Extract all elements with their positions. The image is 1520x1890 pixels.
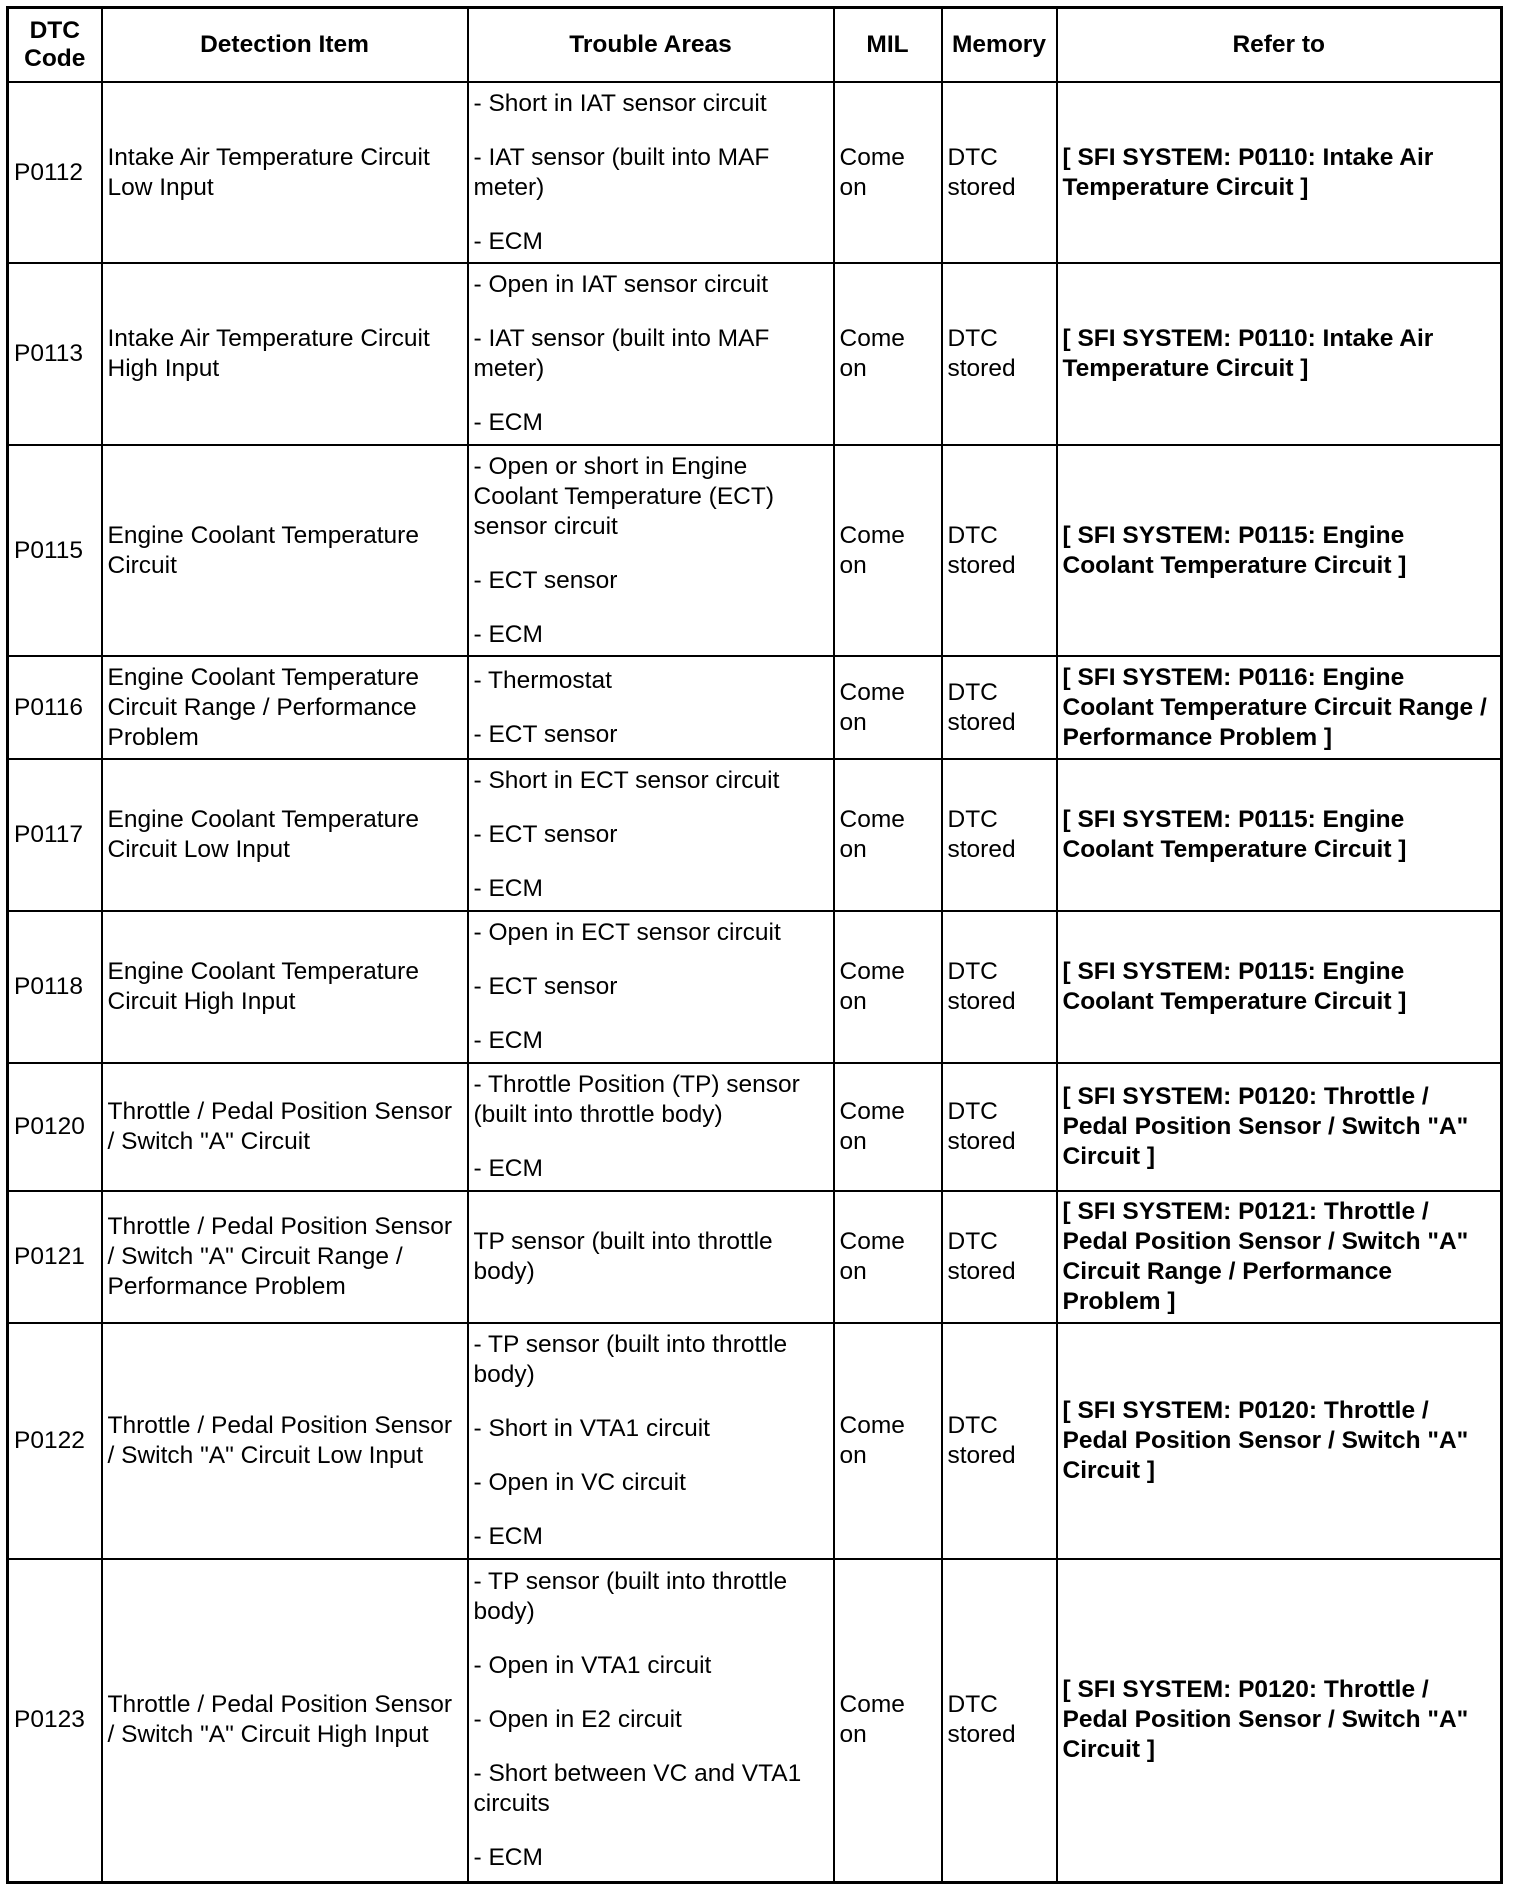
- memory-cell: DTC stored: [942, 82, 1057, 263]
- refer-to-cell: [ SFI SYSTEM: P0115: Engine Coolant Temperature Circuit ]: [1057, 445, 1502, 656]
- trouble-areas-list: [474, 666, 828, 750]
- table-row: [8, 1559, 1502, 1882]
- dtc-code-cell: P0113: [8, 263, 102, 445]
- mil-cell: Come on: [834, 263, 942, 445]
- trouble-area-item: - Open in VC circuit: [473, 1469, 686, 1496]
- trouble-area-item: - Open in ECT sensor circuit: [473, 919, 781, 946]
- header-mil: MIL: [834, 8, 942, 83]
- trouble-area-item: - ECT sensor: [473, 821, 618, 848]
- mil-cell: Come on: [834, 1063, 942, 1191]
- trouble-area-item: - TP sensor (built into throttle body): [473, 1331, 788, 1388]
- trouble-areas-cell: [468, 82, 834, 263]
- trouble-area-item: - ECT sensor: [473, 973, 618, 1000]
- memory-cell: DTC stored: [942, 1323, 1057, 1559]
- trouble-area-item: TP sensor (built into throttle body): [473, 1228, 773, 1285]
- trouble-area-item: - IAT sensor (built into MAF meter): [473, 143, 770, 201]
- refer-to-cell: [ SFI SYSTEM: P0110: Intake Air Temperature Circuit ]: [1057, 263, 1502, 445]
- trouble-area-item: - Open in E2 circuit: [473, 1706, 682, 1734]
- memory-cell: DTC stored: [942, 1559, 1057, 1882]
- detection-item-cell: Throttle / Pedal Position Sensor / Switch "A" Circuit: [102, 1063, 468, 1191]
- refer-to-cell: [ SFI SYSTEM: P0116: Engine Coolant Temperature Circuit Range / Performance Problem ]: [1057, 656, 1502, 759]
- mil-cell: Come on: [834, 1191, 942, 1323]
- memory-cell: DTC stored: [942, 759, 1057, 911]
- table-row: [8, 759, 1502, 911]
- dtc-code-cell: P0120: [8, 1063, 102, 1191]
- trouble-areas-cell: [468, 263, 834, 445]
- detection-item-cell: Intake Air Temperature Circuit Low Input: [102, 82, 468, 263]
- trouble-areas-cell: [468, 1559, 834, 1882]
- trouble-area-item: - Throttle Position (TP) sensor (built into throttle body): [473, 1071, 800, 1128]
- mil-cell: Come on: [834, 656, 942, 759]
- trouble-area-item: - Short in ECT sensor circuit: [473, 767, 780, 794]
- header-trouble-areas: Trouble Areas: [468, 8, 834, 83]
- table-row: [8, 1323, 1502, 1559]
- mil-cell: Come on: [834, 1559, 942, 1882]
- trouble-areas-list: [474, 1227, 828, 1287]
- detection-item-cell: Throttle / Pedal Position Sensor / Switch "A" Circuit Range / Performance Problem: [102, 1191, 468, 1323]
- refer-to-cell: [ SFI SYSTEM: P0120: Throttle / Pedal Position Sensor / Switch "A" Circuit ]: [1057, 1323, 1502, 1559]
- trouble-area-item: - ECM: [473, 409, 543, 436]
- detection-item-cell: Throttle / Pedal Position Sensor / Switch "A" Circuit Low Input: [102, 1323, 468, 1559]
- memory-cell: DTC stored: [942, 656, 1057, 759]
- memory-cell: DTC stored: [942, 445, 1057, 656]
- trouble-area-item: - ECM: [473, 620, 543, 648]
- dtc-code-cell: P0115: [8, 445, 102, 656]
- trouble-area-item: - ECM: [473, 1027, 543, 1054]
- refer-to-cell: [ SFI SYSTEM: P0120: Throttle / Pedal Position Sensor / Switch "A" Circuit ]: [1057, 1063, 1502, 1191]
- table-row: [8, 445, 1502, 656]
- trouble-areas-list: [474, 1070, 828, 1184]
- table-row: [8, 1063, 1502, 1191]
- detection-item-cell: Throttle / Pedal Position Sensor / Switch "A" Circuit High Input: [102, 1559, 468, 1882]
- trouble-area-item: - Thermostat: [473, 666, 612, 694]
- trouble-areas-list: [474, 1567, 828, 1873]
- trouble-area-item: - ECM: [473, 1844, 543, 1872]
- trouble-areas-list: [474, 766, 828, 904]
- trouble-area-item: - ECM: [473, 227, 543, 255]
- trouble-areas-cell: [468, 911, 834, 1063]
- memory-cell: DTC stored: [942, 1063, 1057, 1191]
- refer-to-cell: [ SFI SYSTEM: P0115: Engine Coolant Temperature Circuit ]: [1057, 759, 1502, 911]
- header-memory: Memory: [942, 8, 1057, 83]
- trouble-area-item: - Open in IAT sensor circuit: [473, 271, 769, 298]
- trouble-areas-cell: [468, 1063, 834, 1191]
- dtc-code-cell: P0122: [8, 1323, 102, 1559]
- trouble-area-item: - ECT sensor: [473, 566, 618, 594]
- dtc-code-cell: P0121: [8, 1191, 102, 1323]
- refer-to-cell: [ SFI SYSTEM: P0115: Engine Coolant Temperature Circuit ]: [1057, 911, 1502, 1063]
- dtc-table: [6, 6, 1503, 1884]
- memory-cell: DTC stored: [942, 1191, 1057, 1323]
- table-row: [8, 1191, 1502, 1323]
- trouble-area-item: - ECM: [473, 1523, 543, 1550]
- mil-cell: Come on: [834, 759, 942, 911]
- mil-cell: Come on: [834, 82, 942, 263]
- detection-item-cell: Intake Air Temperature Circuit High Input: [102, 263, 468, 445]
- trouble-areas-cell: [468, 445, 834, 656]
- trouble-area-item: - ECT sensor: [473, 720, 618, 748]
- detection-item-cell: Engine Coolant Temperature Circuit Low Input: [102, 759, 468, 911]
- header-detection-item: Detection Item: [102, 8, 468, 83]
- header-refer-to: Refer to: [1057, 8, 1502, 83]
- detection-item-cell: Engine Coolant Temperature Circuit: [102, 445, 468, 656]
- dtc-code-cell: P0118: [8, 911, 102, 1063]
- mil-cell: Come on: [834, 911, 942, 1063]
- table-row: [8, 656, 1502, 759]
- header-dtc-code: DTC Code: [8, 8, 102, 83]
- trouble-areas-list: [474, 452, 828, 650]
- dtc-code-cell: P0117: [8, 759, 102, 911]
- table-row: [8, 263, 1502, 445]
- trouble-areas-list: [474, 270, 828, 438]
- trouble-area-item: - ECM: [473, 1155, 543, 1182]
- trouble-areas-list: [474, 1330, 828, 1552]
- trouble-area-item: - Short in IAT sensor circuit: [473, 89, 767, 117]
- trouble-areas-cell: [468, 1191, 834, 1323]
- dtc-code-cell: P0112: [8, 82, 102, 263]
- trouble-areas-list: [474, 918, 828, 1056]
- refer-to-cell: [ SFI SYSTEM: P0120: Throttle / Pedal Position Sensor / Switch "A" Circuit ]: [1057, 1559, 1502, 1882]
- trouble-area-item: - Open in VTA1 circuit: [473, 1652, 712, 1680]
- trouble-area-item: - TP sensor (built into throttle body): [473, 1568, 788, 1626]
- memory-cell: DTC stored: [942, 263, 1057, 445]
- refer-to-cell: [ SFI SYSTEM: P0110: Intake Air Temperature Circuit ]: [1057, 82, 1502, 263]
- detection-item-cell: Engine Coolant Temperature Circuit High Input: [102, 911, 468, 1063]
- trouble-areas-cell: [468, 759, 834, 911]
- header-row: [8, 8, 1502, 83]
- mil-cell: Come on: [834, 445, 942, 656]
- trouble-areas-cell: [468, 1323, 834, 1559]
- memory-cell: DTC stored: [942, 911, 1057, 1063]
- trouble-area-item: - Open or short in Engine Coolant Temperature (ECT) sensor circuit: [473, 452, 774, 540]
- mil-cell: Come on: [834, 1323, 942, 1559]
- table-row: [8, 82, 1502, 263]
- trouble-area-item: - IAT sensor (built into MAF meter): [473, 325, 770, 382]
- table-body: [8, 82, 1502, 1882]
- dtc-code-cell: P0123: [8, 1559, 102, 1882]
- detection-item-cell: Engine Coolant Temperature Circuit Range / Performance Problem: [102, 656, 468, 759]
- trouble-area-item: - Short between VC and VTA1 circuits: [473, 1760, 802, 1818]
- trouble-areas-cell: [468, 656, 834, 759]
- dtc-code-cell: P0116: [8, 656, 102, 759]
- trouble-area-item: - Short in VTA1 circuit: [473, 1415, 710, 1442]
- refer-to-cell: [ SFI SYSTEM: P0121: Throttle / Pedal Position Sensor / Switch "A" Circuit Range / Performance Problem ]: [1057, 1191, 1502, 1323]
- trouble-area-item: - ECM: [473, 875, 543, 902]
- table-row: [8, 911, 1502, 1063]
- trouble-areas-list: [474, 89, 828, 257]
